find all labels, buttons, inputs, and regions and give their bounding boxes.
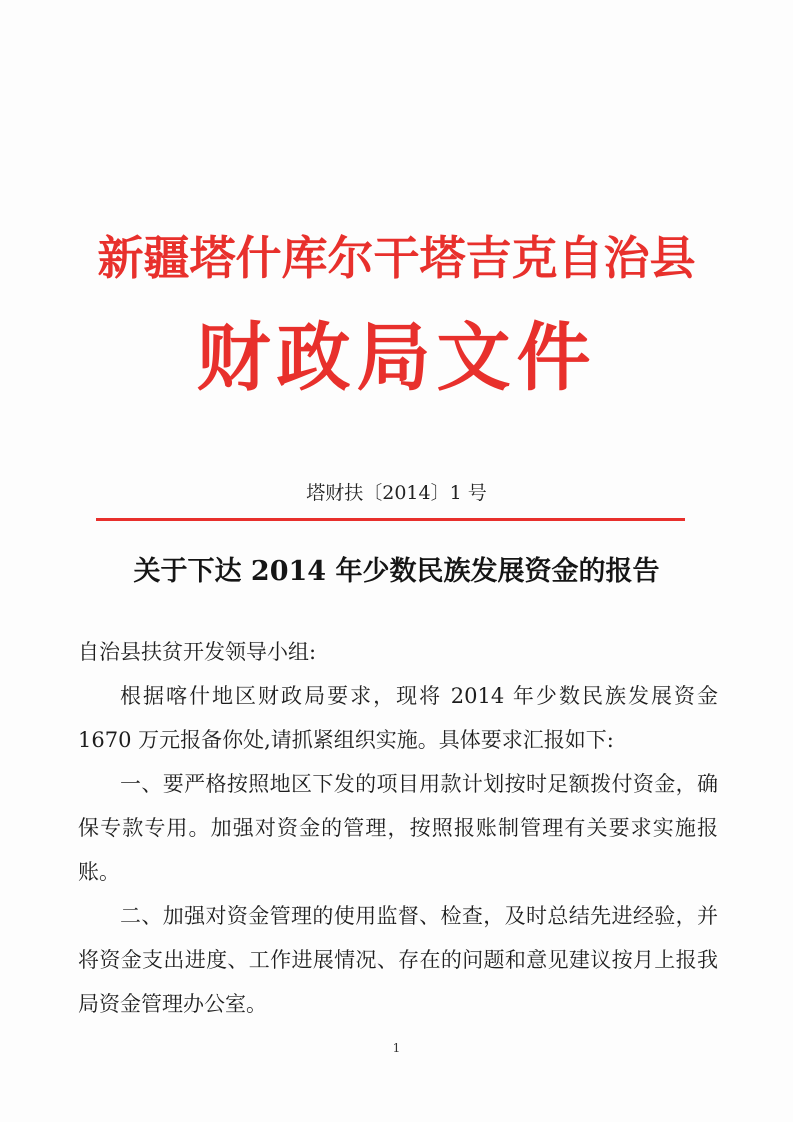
- page-number: 1: [392, 1041, 401, 1055]
- body-paragraph: 根据喀什地区财政局要求，现将 2014 年少数民族发展资金 1670 万元报备你处,请抓紧组织实施。具体要求汇报如下:: [78, 684, 718, 752]
- salutation: 自治县扶贫开发领导小组:: [78, 640, 317, 664]
- document-body: [78, 630, 718, 1026]
- red-divider-line: [96, 518, 685, 521]
- body-paragraph: 一、要严格按照地区下发的项目用款计划按时足额拨付资金，确保专款专用。加强对资金的管理，按照报账制管理有关要求实施报账。: [78, 772, 718, 884]
- document-number: 塔财扶〔2014〕1 号: [306, 482, 487, 504]
- issuing-authority-line: 新疆塔什库尔干塔吉克自治县: [97, 231, 696, 285]
- body-paragraph: 二、加强对资金管理的使用监督、检查，及时总结先进经验，并将资金支出进度、工作进展情况、存在的问题和意见建议按月上报我局资金管理办公室。: [78, 904, 718, 1016]
- document-title: 关于下达 2014 年少数民族发展资金的报告: [133, 556, 660, 587]
- document-header-title: 财政局文件: [196, 315, 597, 401]
